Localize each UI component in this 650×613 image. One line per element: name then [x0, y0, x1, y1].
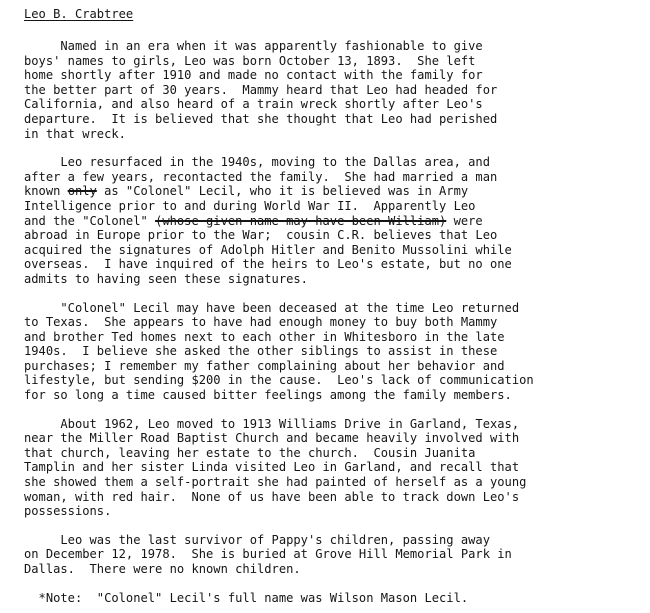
text-line: [24, 214, 642, 229]
text-line: [24, 475, 642, 490]
text-segment: overseas. I have inquired of the heirs to Leo's estate, but no one: [24, 257, 512, 272]
text-segment: known: [24, 184, 68, 199]
text-line: [24, 359, 642, 374]
text-line: [24, 54, 642, 69]
text-segment: that church, leaving her estate to the church. Cousin Juanita: [24, 445, 476, 460]
text-line: [24, 562, 642, 577]
paragraph: [24, 155, 642, 286]
footnote: *Note: "Colonel" Lecil's full name was Wilson Mason Lecil.: [24, 590, 469, 605]
text-segment: boys' names to girls, Leo was born October 13, 1893. She left: [24, 53, 476, 68]
text-segment: "Colonel" Lecil may have been deceased at the time Leo returned: [24, 300, 520, 315]
text-segment: Leo resurfaced in the 1940s, moving to the Dallas area, and: [24, 155, 490, 170]
text-segment: and the "Colonel": [24, 213, 156, 228]
text-segment: Intelligence prior to and during World War II. Apparently Leo: [24, 198, 476, 213]
text-segment: 1940s. I believe she asked the other siblings to assist in these: [24, 344, 498, 359]
paragraph: [24, 301, 642, 403]
text-segment: were: [446, 213, 483, 228]
text-line: [24, 330, 642, 345]
document-body: [24, 39, 642, 577]
text-line: [24, 127, 642, 142]
paragraph: [24, 533, 642, 577]
text-line: [24, 431, 642, 446]
text-line: [24, 460, 642, 475]
text-line: [24, 344, 642, 359]
text-segment: departure. It is believed that she thought that Leo had perished: [24, 111, 498, 126]
text-line: [24, 199, 642, 214]
text-line: [24, 315, 642, 330]
text-line: [24, 112, 642, 127]
text-segment: abroad in Europe prior to the War; cousin C.R. believes that Leo: [24, 228, 498, 243]
text-line: [24, 504, 642, 519]
text-segment: home shortly after 1910 and made no contact with the family for: [24, 68, 483, 83]
text-segment: possessions.: [24, 504, 112, 519]
text-segment: for so long a time caused bitter feelings among the family members.: [24, 388, 512, 403]
text-segment: About 1962, Leo moved to 1913 Williams Drive in Garland, Texas,: [24, 416, 520, 431]
text-line: [24, 490, 642, 505]
text-line: [24, 373, 642, 388]
text-line: [24, 388, 642, 403]
struck-text: only: [67, 184, 97, 199]
text-segment: Tamplin and her sister Linda visited Leo in Garland, and recall that: [24, 460, 520, 475]
text-line: [24, 446, 642, 461]
text-line: [24, 301, 642, 316]
text-line: [24, 170, 642, 185]
text-line: [24, 97, 642, 112]
text-line: [24, 417, 642, 432]
text-segment: acquired the signatures of Adolph Hitler and Benito Mussolini while: [24, 242, 512, 257]
text-line: [24, 547, 642, 562]
text-line: [24, 257, 642, 272]
text-segment: woman, with red hair. None of us have been able to track down Leo's: [24, 489, 520, 504]
text-line: [24, 39, 642, 54]
text-line: [24, 533, 642, 548]
text-segment: to Texas. She appears to have had enough money to buy both Mammy: [24, 315, 498, 330]
paragraph: [24, 417, 642, 519]
struck-text: (whose given name may have been William): [155, 213, 447, 228]
text-segment: after a few years, recontacted the family. She had married a man: [24, 169, 498, 184]
text-segment: Dallas. There were no known children.: [24, 562, 301, 576]
text-segment: admits to having seen these signatures.: [24, 271, 308, 286]
text-segment: in that wreck.: [24, 126, 126, 141]
text-segment: purchases; I remember my father complaining about her behavior and: [24, 358, 505, 373]
text-segment: and brother Ted homes next to each other in Whitesboro in the late: [24, 329, 505, 344]
text-segment: lifestyle, but sending $200 in the cause. Leo's lack of communication: [24, 373, 534, 388]
text-segment: on December 12, 1978. She is buried at Grove Hill Memorial Park in: [24, 547, 512, 562]
paragraph: [24, 39, 642, 141]
text-line: [24, 243, 642, 258]
text-segment: California, and also heard of a train wreck shortly after Leo's: [24, 97, 483, 112]
text-line: [24, 272, 642, 287]
text-line: [24, 228, 642, 243]
text-line: [24, 155, 642, 170]
text-line: [24, 68, 642, 83]
text-line: [24, 83, 642, 98]
text-segment: as "Colonel" Lecil, who it is believed was in Army: [96, 184, 469, 199]
text-segment: she showed them a self-portrait she had painted of herself as a young: [24, 475, 527, 490]
text-segment: near the Miller Road Baptist Church and became heavily involved with: [24, 431, 520, 446]
text-line: [24, 184, 642, 199]
text-segment: Named in an era when it was apparently fashionable to give: [24, 39, 483, 53]
text-segment: the better part of 30 years. Mammy heard that Leo had headed for: [24, 82, 498, 97]
document-title: Leo B. Crabtree: [24, 7, 134, 21]
text-segment: Leo was the last survivor of Pappy's children, passing away: [24, 532, 490, 547]
